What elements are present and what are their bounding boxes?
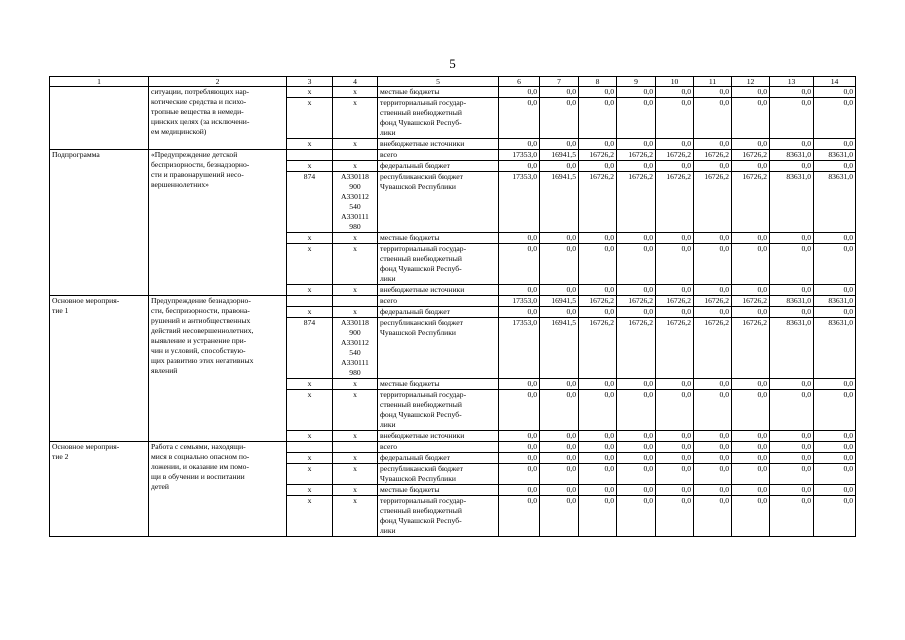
amount-cell: 0,0 bbox=[814, 244, 856, 285]
amount-cell: 0,0 bbox=[694, 453, 732, 464]
grbs-code-cell: x bbox=[287, 87, 333, 98]
amount-cell: 0,0 bbox=[732, 431, 770, 442]
amount-cell: 16726,2 bbox=[579, 172, 617, 233]
funding-source-cell: республиканский бюджет Чувашской Республики bbox=[378, 464, 499, 485]
amount-cell: 16941,5 bbox=[540, 318, 579, 379]
grbs-code-cell: x bbox=[287, 244, 333, 285]
amount-cell: 0,0 bbox=[617, 285, 656, 296]
budget-classification-cell bbox=[333, 150, 378, 161]
amount-cell: 0,0 bbox=[617, 390, 656, 431]
amount-cell: 0,0 bbox=[770, 390, 814, 431]
amount-cell: 0,0 bbox=[732, 485, 770, 496]
amount-cell: 0,0 bbox=[732, 453, 770, 464]
budget-classification-cell: x bbox=[333, 496, 378, 537]
header-cell: 9 bbox=[617, 77, 656, 87]
amount-cell: 0,0 bbox=[499, 285, 540, 296]
funding-source-cell: федеральный бюджет bbox=[378, 307, 499, 318]
amount-cell: 0,0 bbox=[694, 390, 732, 431]
amount-cell: 83631,0 bbox=[814, 296, 856, 307]
amount-cell: 0,0 bbox=[770, 485, 814, 496]
amount-cell: 0,0 bbox=[770, 98, 814, 139]
amount-cell: 0,0 bbox=[656, 464, 694, 485]
amount-cell: 16726,2 bbox=[617, 296, 656, 307]
amount-cell: 0,0 bbox=[732, 233, 770, 244]
budget-classification-cell: x bbox=[333, 390, 378, 431]
amount-cell: 0,0 bbox=[499, 496, 540, 537]
amount-cell: 0,0 bbox=[540, 431, 579, 442]
budget-classification-cell bbox=[333, 296, 378, 307]
amount-cell: 0,0 bbox=[656, 453, 694, 464]
budget-classification-cell: x bbox=[333, 244, 378, 285]
amount-cell: 0,0 bbox=[732, 390, 770, 431]
funding-source-cell: республиканский бюджет Чувашской Республики bbox=[378, 172, 499, 233]
header-cell: 11 bbox=[694, 77, 732, 87]
amount-cell: 16941,5 bbox=[540, 172, 579, 233]
funding-source-cell: местные бюджеты bbox=[378, 233, 499, 244]
amount-cell: 0,0 bbox=[617, 431, 656, 442]
budget-classification-cell: x bbox=[333, 139, 378, 150]
amount-cell: 0,0 bbox=[579, 379, 617, 390]
amount-cell: 0,0 bbox=[656, 307, 694, 318]
amount-cell: 0,0 bbox=[656, 139, 694, 150]
header-cell: 5 bbox=[378, 77, 499, 87]
budget-classification-cell: x bbox=[333, 307, 378, 318]
amount-cell: 0,0 bbox=[770, 139, 814, 150]
amount-cell: 0,0 bbox=[814, 379, 856, 390]
amount-cell: 0,0 bbox=[540, 285, 579, 296]
grbs-code-cell: 874 bbox=[287, 172, 333, 233]
amount-cell: 0,0 bbox=[540, 161, 579, 172]
amount-cell: 0,0 bbox=[617, 464, 656, 485]
grbs-code-cell: x bbox=[287, 98, 333, 139]
amount-cell: 0,0 bbox=[814, 453, 856, 464]
amount-cell: 17353,0 bbox=[499, 318, 540, 379]
amount-cell: 0,0 bbox=[540, 390, 579, 431]
table-row bbox=[50, 442, 856, 453]
amount-cell: 0,0 bbox=[814, 87, 856, 98]
program-name-cell: «Предупреждение детской беспризорности, безнадзорно- сти и правонарушений несо- вершеннолетних» bbox=[149, 150, 287, 296]
amount-cell: 0,0 bbox=[814, 496, 856, 537]
amount-cell: 0,0 bbox=[579, 285, 617, 296]
header-cell: 10 bbox=[656, 77, 694, 87]
grbs-code-cell bbox=[287, 296, 333, 307]
amount-cell: 0,0 bbox=[617, 139, 656, 150]
amount-cell: 0,0 bbox=[814, 442, 856, 453]
header-cell: 1 bbox=[50, 77, 149, 87]
amount-cell: 0,0 bbox=[694, 285, 732, 296]
amount-cell: 0,0 bbox=[732, 285, 770, 296]
amount-cell: 0,0 bbox=[694, 442, 732, 453]
amount-cell: 0,0 bbox=[540, 485, 579, 496]
grbs-code-cell bbox=[287, 442, 333, 453]
amount-cell: 0,0 bbox=[540, 453, 579, 464]
amount-cell: 0,0 bbox=[770, 464, 814, 485]
amount-cell: 0,0 bbox=[814, 485, 856, 496]
grbs-code-cell: x bbox=[287, 161, 333, 172]
funding-source-cell: всего bbox=[378, 442, 499, 453]
budget-classification-cell: x bbox=[333, 464, 378, 485]
amount-cell: 83631,0 bbox=[770, 296, 814, 307]
amount-cell: 16726,2 bbox=[732, 318, 770, 379]
amount-cell: 0,0 bbox=[732, 379, 770, 390]
amount-cell: 0,0 bbox=[617, 98, 656, 139]
amount-cell: 0,0 bbox=[814, 98, 856, 139]
amount-cell: 83631,0 bbox=[814, 150, 856, 161]
header-row bbox=[50, 77, 856, 87]
amount-cell: 0,0 bbox=[579, 453, 617, 464]
header-cell: 12 bbox=[732, 77, 770, 87]
funding-source-cell: местные бюджеты bbox=[378, 87, 499, 98]
amount-cell: 0,0 bbox=[499, 431, 540, 442]
amount-cell: 0,0 bbox=[499, 379, 540, 390]
amount-cell: 16726,2 bbox=[656, 172, 694, 233]
amount-cell: 0,0 bbox=[499, 307, 540, 318]
amount-cell: 0,0 bbox=[656, 379, 694, 390]
amount-cell: 0,0 bbox=[579, 442, 617, 453]
header-cell: 14 bbox=[814, 77, 856, 87]
header-cell: 4 bbox=[333, 77, 378, 87]
funding-source-cell: федеральный бюджет bbox=[378, 453, 499, 464]
funding-source-cell: республиканский бюджет Чувашской Республики bbox=[378, 318, 499, 379]
amount-cell: 0,0 bbox=[814, 161, 856, 172]
amount-cell: 0,0 bbox=[499, 98, 540, 139]
amount-cell: 0,0 bbox=[814, 139, 856, 150]
grbs-code-cell: x bbox=[287, 379, 333, 390]
funding-source-cell: местные бюджеты bbox=[378, 379, 499, 390]
amount-cell: 0,0 bbox=[540, 496, 579, 537]
amount-cell: 0,0 bbox=[579, 431, 617, 442]
amount-cell: 0,0 bbox=[694, 307, 732, 318]
amount-cell: 16726,2 bbox=[617, 172, 656, 233]
grbs-code-cell: x bbox=[287, 139, 333, 150]
amount-cell: 0,0 bbox=[656, 233, 694, 244]
amount-cell: 17353,0 bbox=[499, 172, 540, 233]
funding-source-cell: местные бюджеты bbox=[378, 485, 499, 496]
amount-cell: 0,0 bbox=[732, 139, 770, 150]
amount-cell: 16726,2 bbox=[732, 296, 770, 307]
amount-cell: 0,0 bbox=[617, 307, 656, 318]
amount-cell: 16726,2 bbox=[617, 150, 656, 161]
amount-cell: 0,0 bbox=[732, 98, 770, 139]
program-name-cell: Работа с семьями, находящи- мися в социально опасном по- ложении, и оказание им помо- щи в обучении и воспитании детей bbox=[149, 442, 287, 537]
amount-cell: 0,0 bbox=[656, 285, 694, 296]
amount-cell: 0,0 bbox=[732, 244, 770, 285]
amount-cell: 0,0 bbox=[579, 485, 617, 496]
grbs-code-cell: 874 bbox=[287, 318, 333, 379]
amount-cell: 0,0 bbox=[694, 139, 732, 150]
budget-classification-cell: x bbox=[333, 453, 378, 464]
amount-cell: 0,0 bbox=[540, 442, 579, 453]
amount-cell: 16726,2 bbox=[694, 318, 732, 379]
funding-source-cell: внебюджетные источники bbox=[378, 139, 499, 150]
amount-cell: 0,0 bbox=[694, 485, 732, 496]
amount-cell: 0,0 bbox=[656, 442, 694, 453]
amount-cell: 0,0 bbox=[770, 431, 814, 442]
amount-cell: 0,0 bbox=[499, 161, 540, 172]
amount-cell: 0,0 bbox=[770, 307, 814, 318]
amount-cell: 0,0 bbox=[814, 307, 856, 318]
table-row bbox=[50, 87, 856, 98]
amount-cell: 0,0 bbox=[656, 87, 694, 98]
amount-cell: 0,0 bbox=[579, 390, 617, 431]
budget-classification-cell: x bbox=[333, 233, 378, 244]
funding-source-cell: всего bbox=[378, 150, 499, 161]
amount-cell: 16726,2 bbox=[579, 296, 617, 307]
amount-cell: 0,0 bbox=[579, 139, 617, 150]
grbs-code-cell bbox=[287, 150, 333, 161]
amount-cell: 16726,2 bbox=[732, 150, 770, 161]
grbs-code-cell: x bbox=[287, 307, 333, 318]
amount-cell: 16726,2 bbox=[656, 318, 694, 379]
grbs-code-cell: x bbox=[287, 485, 333, 496]
funding-source-cell: территориальный государ- ственный внебюджетный фонд Чувашской Респуб- лики bbox=[378, 98, 499, 139]
amount-cell: 0,0 bbox=[579, 98, 617, 139]
funding-source-cell: всего bbox=[378, 296, 499, 307]
amount-cell: 17353,0 bbox=[499, 150, 540, 161]
amount-cell: 0,0 bbox=[540, 139, 579, 150]
amount-cell: 0,0 bbox=[617, 442, 656, 453]
amount-cell: 0,0 bbox=[694, 379, 732, 390]
amount-cell: 0,0 bbox=[579, 496, 617, 537]
amount-cell: 17353,0 bbox=[499, 296, 540, 307]
amount-cell: 0,0 bbox=[814, 285, 856, 296]
amount-cell: 0,0 bbox=[579, 307, 617, 318]
amount-cell: 0,0 bbox=[732, 161, 770, 172]
amount-cell: 0,0 bbox=[540, 87, 579, 98]
amount-cell: 0,0 bbox=[814, 464, 856, 485]
program-level-cell: Основное мероприя- тие 1 bbox=[50, 296, 149, 442]
amount-cell: 0,0 bbox=[617, 379, 656, 390]
budget-classification-cell bbox=[333, 442, 378, 453]
amount-cell: 0,0 bbox=[732, 307, 770, 318]
budget-classification-cell: А330118 900 А330112 540 А330111 980 bbox=[333, 318, 378, 379]
budget-classification-cell: x bbox=[333, 98, 378, 139]
header-cell: 3 bbox=[287, 77, 333, 87]
grbs-code-cell: x bbox=[287, 453, 333, 464]
amount-cell: 0,0 bbox=[540, 233, 579, 244]
amount-cell: 0,0 bbox=[579, 464, 617, 485]
amount-cell: 16726,2 bbox=[617, 318, 656, 379]
header-cell: 2 bbox=[149, 77, 287, 87]
table-row bbox=[50, 150, 856, 161]
amount-cell: 0,0 bbox=[540, 244, 579, 285]
amount-cell: 0,0 bbox=[656, 485, 694, 496]
amount-cell: 0,0 bbox=[694, 161, 732, 172]
program-level-cell bbox=[50, 87, 149, 150]
amount-cell: 0,0 bbox=[617, 453, 656, 464]
program-name-cell: Предупреждение безнадзорно- сти, беспризорности, правона- рушений и антиобщественных действий несовершеннолетних, выявление и устранение при- чин и условий, способствую- щих развитию этих негативных явлений bbox=[149, 296, 287, 442]
amount-cell: 0,0 bbox=[656, 98, 694, 139]
amount-cell: 0,0 bbox=[770, 496, 814, 537]
amount-cell: 83631,0 bbox=[770, 172, 814, 233]
header-cell: 6 bbox=[499, 77, 540, 87]
amount-cell: 83631,0 bbox=[770, 150, 814, 161]
amount-cell: 0,0 bbox=[499, 442, 540, 453]
program-level-cell: Подпрограмма bbox=[50, 150, 149, 296]
amount-cell: 83631,0 bbox=[814, 318, 856, 379]
amount-cell: 0,0 bbox=[814, 431, 856, 442]
grbs-code-cell: x bbox=[287, 285, 333, 296]
amount-cell: 0,0 bbox=[499, 139, 540, 150]
amount-cell: 16941,5 bbox=[540, 296, 579, 307]
amount-cell: 0,0 bbox=[499, 453, 540, 464]
program-level-cell: Основное мероприя- тие 2 bbox=[50, 442, 149, 537]
amount-cell: 16726,2 bbox=[694, 296, 732, 307]
grbs-code-cell: x bbox=[287, 496, 333, 537]
amount-cell: 0,0 bbox=[579, 233, 617, 244]
amount-cell: 0,0 bbox=[540, 379, 579, 390]
amount-cell: 16726,2 bbox=[656, 150, 694, 161]
amount-cell: 0,0 bbox=[770, 244, 814, 285]
funding-source-cell: территориальный государ- ственный внебюджетный фонд Чувашской Респуб- лики bbox=[378, 244, 499, 285]
budget-table bbox=[49, 76, 856, 537]
amount-cell: 0,0 bbox=[656, 244, 694, 285]
amount-cell: 0,0 bbox=[770, 442, 814, 453]
amount-cell: 0,0 bbox=[770, 379, 814, 390]
budget-classification-cell: x bbox=[333, 161, 378, 172]
amount-cell: 0,0 bbox=[732, 464, 770, 485]
amount-cell: 0,0 bbox=[694, 496, 732, 537]
amount-cell: 0,0 bbox=[499, 87, 540, 98]
amount-cell: 0,0 bbox=[499, 244, 540, 285]
funding-source-cell: территориальный государ- ственный внебюджетный фонд Чувашской Респуб- лики bbox=[378, 390, 499, 431]
amount-cell: 0,0 bbox=[499, 485, 540, 496]
budget-classification-cell: x bbox=[333, 87, 378, 98]
amount-cell: 0,0 bbox=[732, 496, 770, 537]
budget-classification-cell: А330118 900 А330112 540 А330111 980 bbox=[333, 172, 378, 233]
amount-cell: 0,0 bbox=[656, 431, 694, 442]
header-cell: 13 bbox=[770, 77, 814, 87]
amount-cell: 0,0 bbox=[694, 244, 732, 285]
amount-cell: 0,0 bbox=[732, 87, 770, 98]
amount-cell: 16726,2 bbox=[732, 172, 770, 233]
amount-cell: 0,0 bbox=[694, 431, 732, 442]
budget-classification-cell: x bbox=[333, 485, 378, 496]
grbs-code-cell: x bbox=[287, 431, 333, 442]
amount-cell: 0,0 bbox=[617, 496, 656, 537]
amount-cell: 0,0 bbox=[617, 161, 656, 172]
amount-cell: 0,0 bbox=[617, 87, 656, 98]
header-cell: 8 bbox=[579, 77, 617, 87]
budget-classification-cell: x bbox=[333, 431, 378, 442]
amount-cell: 0,0 bbox=[694, 233, 732, 244]
amount-cell: 0,0 bbox=[770, 161, 814, 172]
amount-cell: 0,0 bbox=[770, 87, 814, 98]
amount-cell: 0,0 bbox=[656, 496, 694, 537]
amount-cell: 83631,0 bbox=[814, 172, 856, 233]
amount-cell: 0,0 bbox=[540, 98, 579, 139]
program-name-cell: ситуации, потребляющих нар- котические средства и психо- тропные вещества в немеди- цинских целях (за исключени- ем медицинской) bbox=[149, 87, 287, 150]
amount-cell: 0,0 bbox=[770, 453, 814, 464]
amount-cell: 0,0 bbox=[617, 244, 656, 285]
amount-cell: 0,0 bbox=[617, 485, 656, 496]
amount-cell: 16726,2 bbox=[579, 318, 617, 379]
amount-cell: 0,0 bbox=[540, 307, 579, 318]
amount-cell: 0,0 bbox=[732, 442, 770, 453]
amount-cell: 16726,2 bbox=[656, 296, 694, 307]
budget-classification-cell: x bbox=[333, 379, 378, 390]
amount-cell: 16726,2 bbox=[694, 172, 732, 233]
grbs-code-cell: x bbox=[287, 233, 333, 244]
page-number: 5 bbox=[449, 56, 456, 71]
amount-cell: 0,0 bbox=[694, 87, 732, 98]
amount-cell: 0,0 bbox=[656, 161, 694, 172]
header-cell: 7 bbox=[540, 77, 579, 87]
amount-cell: 16941,5 bbox=[540, 150, 579, 161]
funding-source-cell: внебюджетные источники bbox=[378, 285, 499, 296]
amount-cell: 0,0 bbox=[770, 233, 814, 244]
grbs-code-cell: x bbox=[287, 390, 333, 431]
amount-cell: 0,0 bbox=[499, 390, 540, 431]
funding-source-cell: внебюджетные источники bbox=[378, 431, 499, 442]
amount-cell: 0,0 bbox=[579, 244, 617, 285]
amount-cell: 0,0 bbox=[540, 464, 579, 485]
amount-cell: 0,0 bbox=[770, 285, 814, 296]
amount-cell: 0,0 bbox=[617, 233, 656, 244]
amount-cell: 0,0 bbox=[656, 390, 694, 431]
funding-source-cell: федеральный бюджет bbox=[378, 161, 499, 172]
amount-cell: 0,0 bbox=[694, 464, 732, 485]
amount-cell: 0,0 bbox=[814, 233, 856, 244]
amount-cell: 0,0 bbox=[499, 464, 540, 485]
amount-cell: 16726,2 bbox=[579, 150, 617, 161]
amount-cell: 16726,2 bbox=[694, 150, 732, 161]
funding-source-cell: территориальный государ- ственный внебюджетный фонд Чувашской Респуб- лики bbox=[378, 496, 499, 537]
amount-cell: 0,0 bbox=[579, 87, 617, 98]
amount-cell: 0,0 bbox=[814, 390, 856, 431]
amount-cell: 0,0 bbox=[579, 161, 617, 172]
amount-cell: 83631,0 bbox=[770, 318, 814, 379]
budget-classification-cell: x bbox=[333, 285, 378, 296]
amount-cell: 0,0 bbox=[499, 233, 540, 244]
table-row bbox=[50, 296, 856, 307]
grbs-code-cell: x bbox=[287, 464, 333, 485]
amount-cell: 0,0 bbox=[694, 98, 732, 139]
